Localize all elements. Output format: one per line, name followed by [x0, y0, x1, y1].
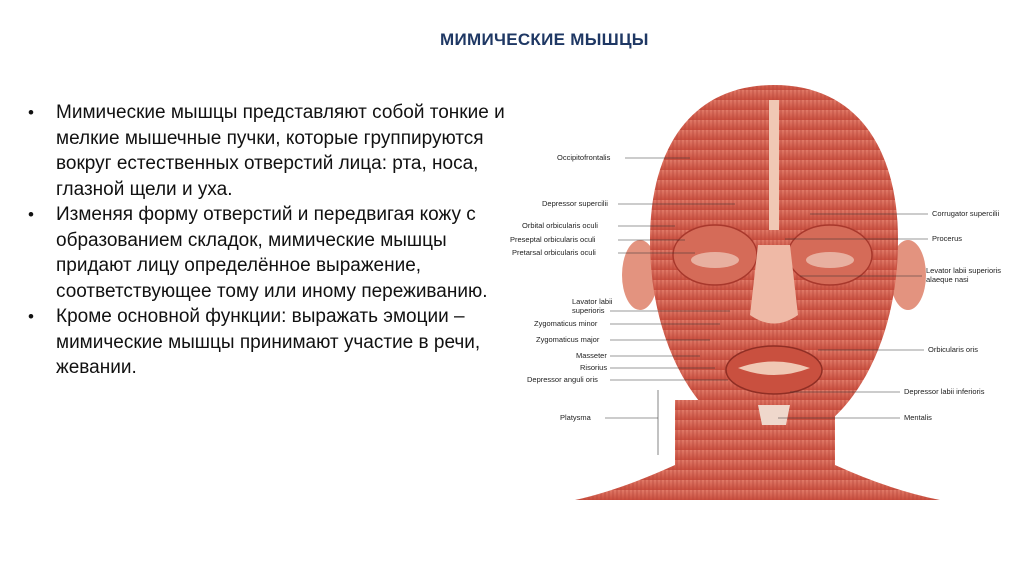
label-levator-labii-superioris: Levator labii superioris — [926, 266, 1002, 275]
label-zygomaticus-minor: Zygomaticus minor — [534, 319, 598, 328]
bullet-text: Изменяя форму отверстий и передвигая кожу с образованием складок, мимические мышцы придают лицу определённое выражение, соответствующее тому или иному переживанию. — [56, 204, 488, 302]
chin — [758, 405, 790, 425]
label-depressor-anguli-oris: Depressor anguli oris — [527, 375, 598, 384]
label-masseter: Masseter — [576, 351, 607, 360]
label-orbital-orbicularis-oculi: Orbital orbicularis oculi — [522, 221, 598, 230]
label-depressor-supercilii: Depressor supercilii — [542, 199, 608, 208]
label-platysma: Platysma — [560, 413, 591, 422]
bullet-dot: • — [28, 205, 34, 224]
label-lavator-labii: Lavator labii — [572, 297, 613, 306]
label-mentalis: Mentalis — [904, 413, 932, 422]
anatomy-figure — [500, 70, 1024, 570]
label-orbicularis-oris: Orbicularis oris — [928, 345, 979, 354]
label-occipitofrontalis: Occipitofrontalis — [557, 153, 611, 162]
bullet-item — [26, 100, 506, 202]
right-eye — [806, 252, 854, 268]
label-depressor-labii-inferioris: Depressor labii inferioris — [904, 387, 985, 396]
nose — [750, 245, 798, 324]
bullet-text: Кроме основной функции: выражать эмоции – мимические мышцы принимают участие в речи, жевании. — [56, 306, 481, 378]
label-corrugator-supercilii: Corrugator supercilii — [932, 209, 1000, 218]
label-preseptal-orbicularis-oculi: Preseptal orbicularis oculi — [510, 235, 596, 244]
label-procerus: Procerus — [932, 234, 963, 243]
label-superioris: superioris — [572, 306, 605, 315]
label-zygomaticus-major: Zygomaticus major — [536, 335, 600, 344]
left-eye — [691, 252, 739, 268]
bullet-dot: • — [28, 103, 34, 122]
bullet-item — [26, 202, 506, 304]
slide-title: МИМИЧЕСКИЕ МЫШЦЫ — [440, 30, 649, 49]
label-pretarsal-orbicularis-oculi: Pretarsal orbicularis oculi — [512, 248, 596, 257]
label-risorius: Risorius — [580, 363, 608, 372]
bullet-list — [26, 100, 506, 381]
label-alaeque-nasi: alaeque nasi — [926, 275, 969, 284]
bullet-dot: • — [28, 307, 34, 326]
facial-muscles-illustration — [500, 70, 1024, 570]
bullet-text: Мимические мышцы представляют собой тонкие и мелкие мышечные пучки, которые группируются вокруг естественных отверстий лица: рта, носа, глазной щели и уха. — [56, 102, 505, 200]
bullet-item — [26, 304, 506, 381]
